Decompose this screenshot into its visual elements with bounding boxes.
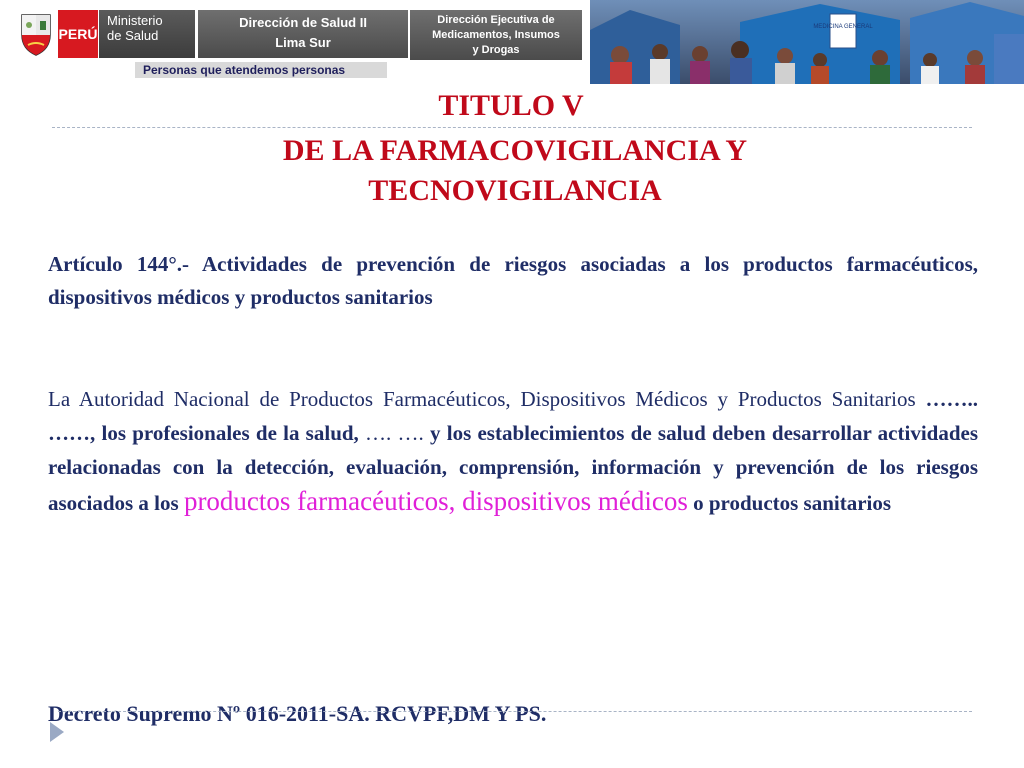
executive-direction-label (410, 10, 582, 60)
tagline: Personas que atendemos personas (135, 62, 387, 78)
paragraph-part2: …….. ……, los profesionales de la salud, (48, 387, 978, 445)
ministry-label (99, 10, 195, 58)
executive-line3: y Drogas (472, 44, 520, 56)
peru-logo: PERÚ (58, 10, 98, 58)
executive-line1: Dirección Ejecutiva de (437, 14, 555, 26)
paragraph-part1: La Autoridad Nacional de Productos Farmacéuticos, Dispositivos Médicos y Productos Sanitarios (48, 387, 926, 411)
direction-line1: Dirección de Salud II (239, 15, 367, 30)
paragraph-highlight: productos farmacéuticos, dispositivos médicos (183, 486, 688, 516)
photo-sign-text: MEDICINA GENERAL (813, 24, 873, 30)
slide-bullet-arrow-icon (50, 722, 64, 742)
paragraph-part4: y los establecimientos de salud deben desarrollar actividades relacionadas con la detección, evaluación, comprensión, información y prevención de los riesgos asociados a los (48, 421, 979, 515)
divider-bottom (58, 711, 972, 712)
direction-line2: Lima Sur (275, 35, 331, 50)
title-line3: TECNOVIGILANCIA (368, 174, 662, 207)
slide-title (40, 86, 990, 211)
executive-line2: Medicamentos, Insumos (432, 29, 560, 41)
ministry-line2: de Salud (107, 28, 159, 43)
title-line1: TITULO V (438, 89, 584, 122)
direction-label (198, 10, 408, 58)
decree-reference: Decreto Supremo Nº 016-2011-SA. RCVPF,DM Y PS. (48, 701, 547, 726)
divider-top (52, 127, 972, 128)
paragraph-part6: o productos sanitarios (687, 491, 892, 515)
header-banner (0, 0, 1024, 84)
header-photo (590, 0, 1024, 84)
paragraph-part3: …. …. (358, 421, 430, 445)
title-line2: DE LA FARMACOVIGILANCIA Y (282, 134, 748, 167)
body-paragraph (48, 382, 978, 520)
ministry-line1: Ministerio (107, 13, 163, 28)
peru-coat-of-arms-icon (18, 11, 54, 57)
article-heading: Artículo 144°.- Actividades de prevención de riesgos asociadas a los productos farmacéuticos, dispositivos médicos y productos sanitarios (48, 252, 978, 309)
